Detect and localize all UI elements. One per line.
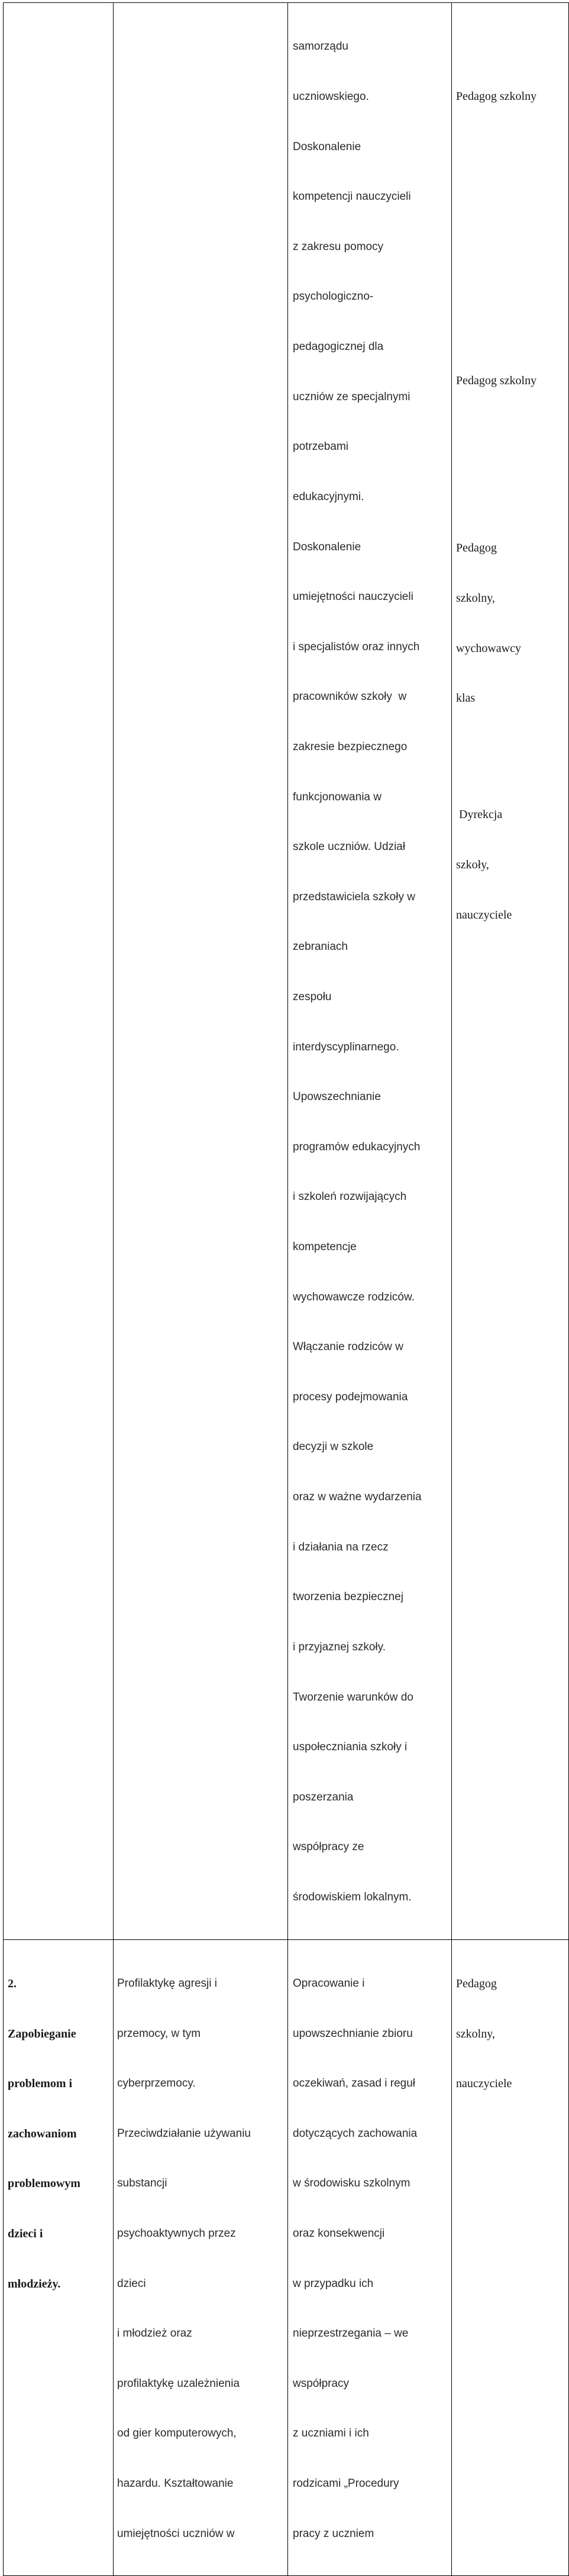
text-line: nauczyciele xyxy=(456,908,512,922)
text-line: szkole uczniów. Udział xyxy=(293,841,406,854)
text-line: Doskonalenie xyxy=(293,540,361,553)
text-line: samorządu xyxy=(293,40,348,53)
text-line: rodzicami „Procedury xyxy=(293,2477,399,2490)
text-line: i działania na rzecz xyxy=(293,1540,389,1553)
text-line: uspołeczniania szkoły i xyxy=(293,1741,408,1754)
actions-text xyxy=(288,1942,451,2576)
text-line: Zapobieganie xyxy=(8,2027,76,2040)
text-line: środowiskiem lokalnym. xyxy=(293,1890,412,1903)
text-line: zespołu xyxy=(293,990,332,1003)
text-line: oraz w ważne wydarzenia xyxy=(293,1491,422,1504)
text-line: Tworzenie warunków do xyxy=(293,1691,413,1704)
text-line: psychologiczno- xyxy=(293,290,374,303)
text-line: umiejętności uczniów w xyxy=(117,2527,235,2540)
text-line: problemom i xyxy=(8,2077,73,2091)
text-line: szkolny, xyxy=(456,592,495,605)
text-line: pracowników szkoły w xyxy=(293,690,407,703)
text-line: współpracy xyxy=(293,2377,350,2390)
text-line: przedstawiciela szkoły w xyxy=(293,890,415,903)
text-line: współpracy ze xyxy=(293,1841,364,1854)
text-line: i specjalistów oraz innych xyxy=(293,640,420,653)
text-line: i przyjaznej szkoły. xyxy=(293,1640,386,1653)
text-line: pracy z uczniem xyxy=(293,2527,374,2540)
tasks-text xyxy=(114,1942,287,2576)
text-line: dzieci i xyxy=(8,2227,43,2241)
text-line: problemowym xyxy=(8,2177,80,2191)
text-line: Pedagog szkolny xyxy=(456,374,537,388)
text-line: od gier komputerowych, xyxy=(117,2427,237,2440)
actions-text xyxy=(288,5,451,1939)
text-line: z zakresu pomocy xyxy=(293,240,384,253)
cell-actions xyxy=(288,1939,452,2576)
text-line: i szkoleń rozwijających xyxy=(293,1190,407,1203)
text-line: zebraniach xyxy=(293,940,348,953)
text-line: Pedagog szkolny xyxy=(456,90,537,103)
table-row xyxy=(4,1939,569,2576)
text-line: kompetencje xyxy=(293,1241,357,1254)
text-line: Profilaktykę agresji i xyxy=(117,1977,217,1990)
responsible-block xyxy=(452,339,568,423)
text-line: szkoły, xyxy=(456,858,489,871)
text-line: nauczyciele xyxy=(456,2077,512,2091)
plan-table xyxy=(3,2,569,2576)
text-line: młodzieży. xyxy=(8,2277,61,2291)
text-line: Przeciwdziałanie używaniu xyxy=(117,2127,251,2140)
text-line: klas xyxy=(456,692,476,705)
text-line: Upowszechnianie xyxy=(293,1091,381,1104)
text-line: zachowaniom xyxy=(8,2127,77,2140)
text-line: procesy podejmowania xyxy=(293,1390,408,1403)
area-text xyxy=(4,1942,113,2326)
text-line: kompetencji nauczycieli xyxy=(293,190,411,203)
cell-area xyxy=(4,3,114,1940)
text-line: uczniowskiego. xyxy=(293,90,369,103)
text-line: hazardu. Kształtowanie xyxy=(117,2477,234,2490)
text-line: tworzenia bezpiecznej xyxy=(293,1591,403,1604)
text-line: psychoaktywnych przez xyxy=(117,2227,236,2240)
text-line: szkolny, xyxy=(456,2027,495,2040)
text-line: poszerzania xyxy=(293,1790,354,1803)
text-line: Doskonalenie xyxy=(293,140,361,153)
text-line: Opracowanie i xyxy=(293,1977,365,1990)
text-line: dzieci xyxy=(117,2277,146,2290)
text-line: potrzebami xyxy=(293,440,348,453)
cell-area xyxy=(4,1939,114,2576)
text-line: interdyscyplinarnego. xyxy=(293,1040,399,1053)
text-line: z uczniami i ich xyxy=(293,2427,369,2440)
responsible-block xyxy=(452,55,568,138)
cell-tasks xyxy=(114,1939,288,2576)
text-line: nieprzestrzegania – we xyxy=(293,2327,409,2340)
text-line: oczekiwań, zasad i reguł xyxy=(293,2077,415,2090)
text-line: dotyczących zachowania xyxy=(293,2127,418,2140)
text-line: umiejętności nauczycieli xyxy=(293,591,413,604)
text-line: programów edukacyjnych xyxy=(293,1140,421,1153)
text-line: edukacyjnymi. xyxy=(293,490,364,503)
text-line: Włączanie rodziców w xyxy=(293,1341,403,1354)
text-line: wychowawcy xyxy=(456,641,521,655)
text-line: 2. xyxy=(8,1977,17,1990)
cell-responsible xyxy=(452,3,569,1940)
text-line: w przypadku ich xyxy=(293,2277,374,2290)
text-line: w środowisku szkolnym xyxy=(293,2177,410,2190)
text-line: Pedagog xyxy=(456,541,497,555)
cell-responsible xyxy=(452,1939,569,2576)
text-line: zakresie bezpiecznego xyxy=(293,740,408,753)
responsible-block xyxy=(452,773,568,956)
responsible-block xyxy=(452,507,568,740)
text-line: decyzji w szkole xyxy=(293,1441,374,1454)
text-line: upowszechnianie zbioru xyxy=(293,2027,413,2040)
text-line: profilaktykę uzależnienia xyxy=(117,2377,240,2390)
text-line: substancji xyxy=(117,2177,167,2190)
text-line: przemocy, w tym xyxy=(117,2027,201,2040)
cell-actions xyxy=(288,3,452,1940)
text-line: Pedagog xyxy=(456,1977,497,1990)
cell-tasks xyxy=(114,3,288,1940)
text-line: funkcjonowania w xyxy=(293,790,382,803)
text-line: oraz konsekwencji xyxy=(293,2227,385,2240)
table-row xyxy=(4,3,569,1940)
text-line: Dyrekcja xyxy=(456,808,503,822)
text-line: cyberprzemocy. xyxy=(117,2077,196,2090)
text-line: wychowawcze rodziców. xyxy=(293,1290,415,1303)
text-line: uczniów ze specjalnymi xyxy=(293,390,410,403)
text-line: i młodzież oraz xyxy=(117,2327,192,2340)
responsible-block xyxy=(452,1942,568,2126)
text-line: pedagogicznej dla xyxy=(293,340,384,353)
